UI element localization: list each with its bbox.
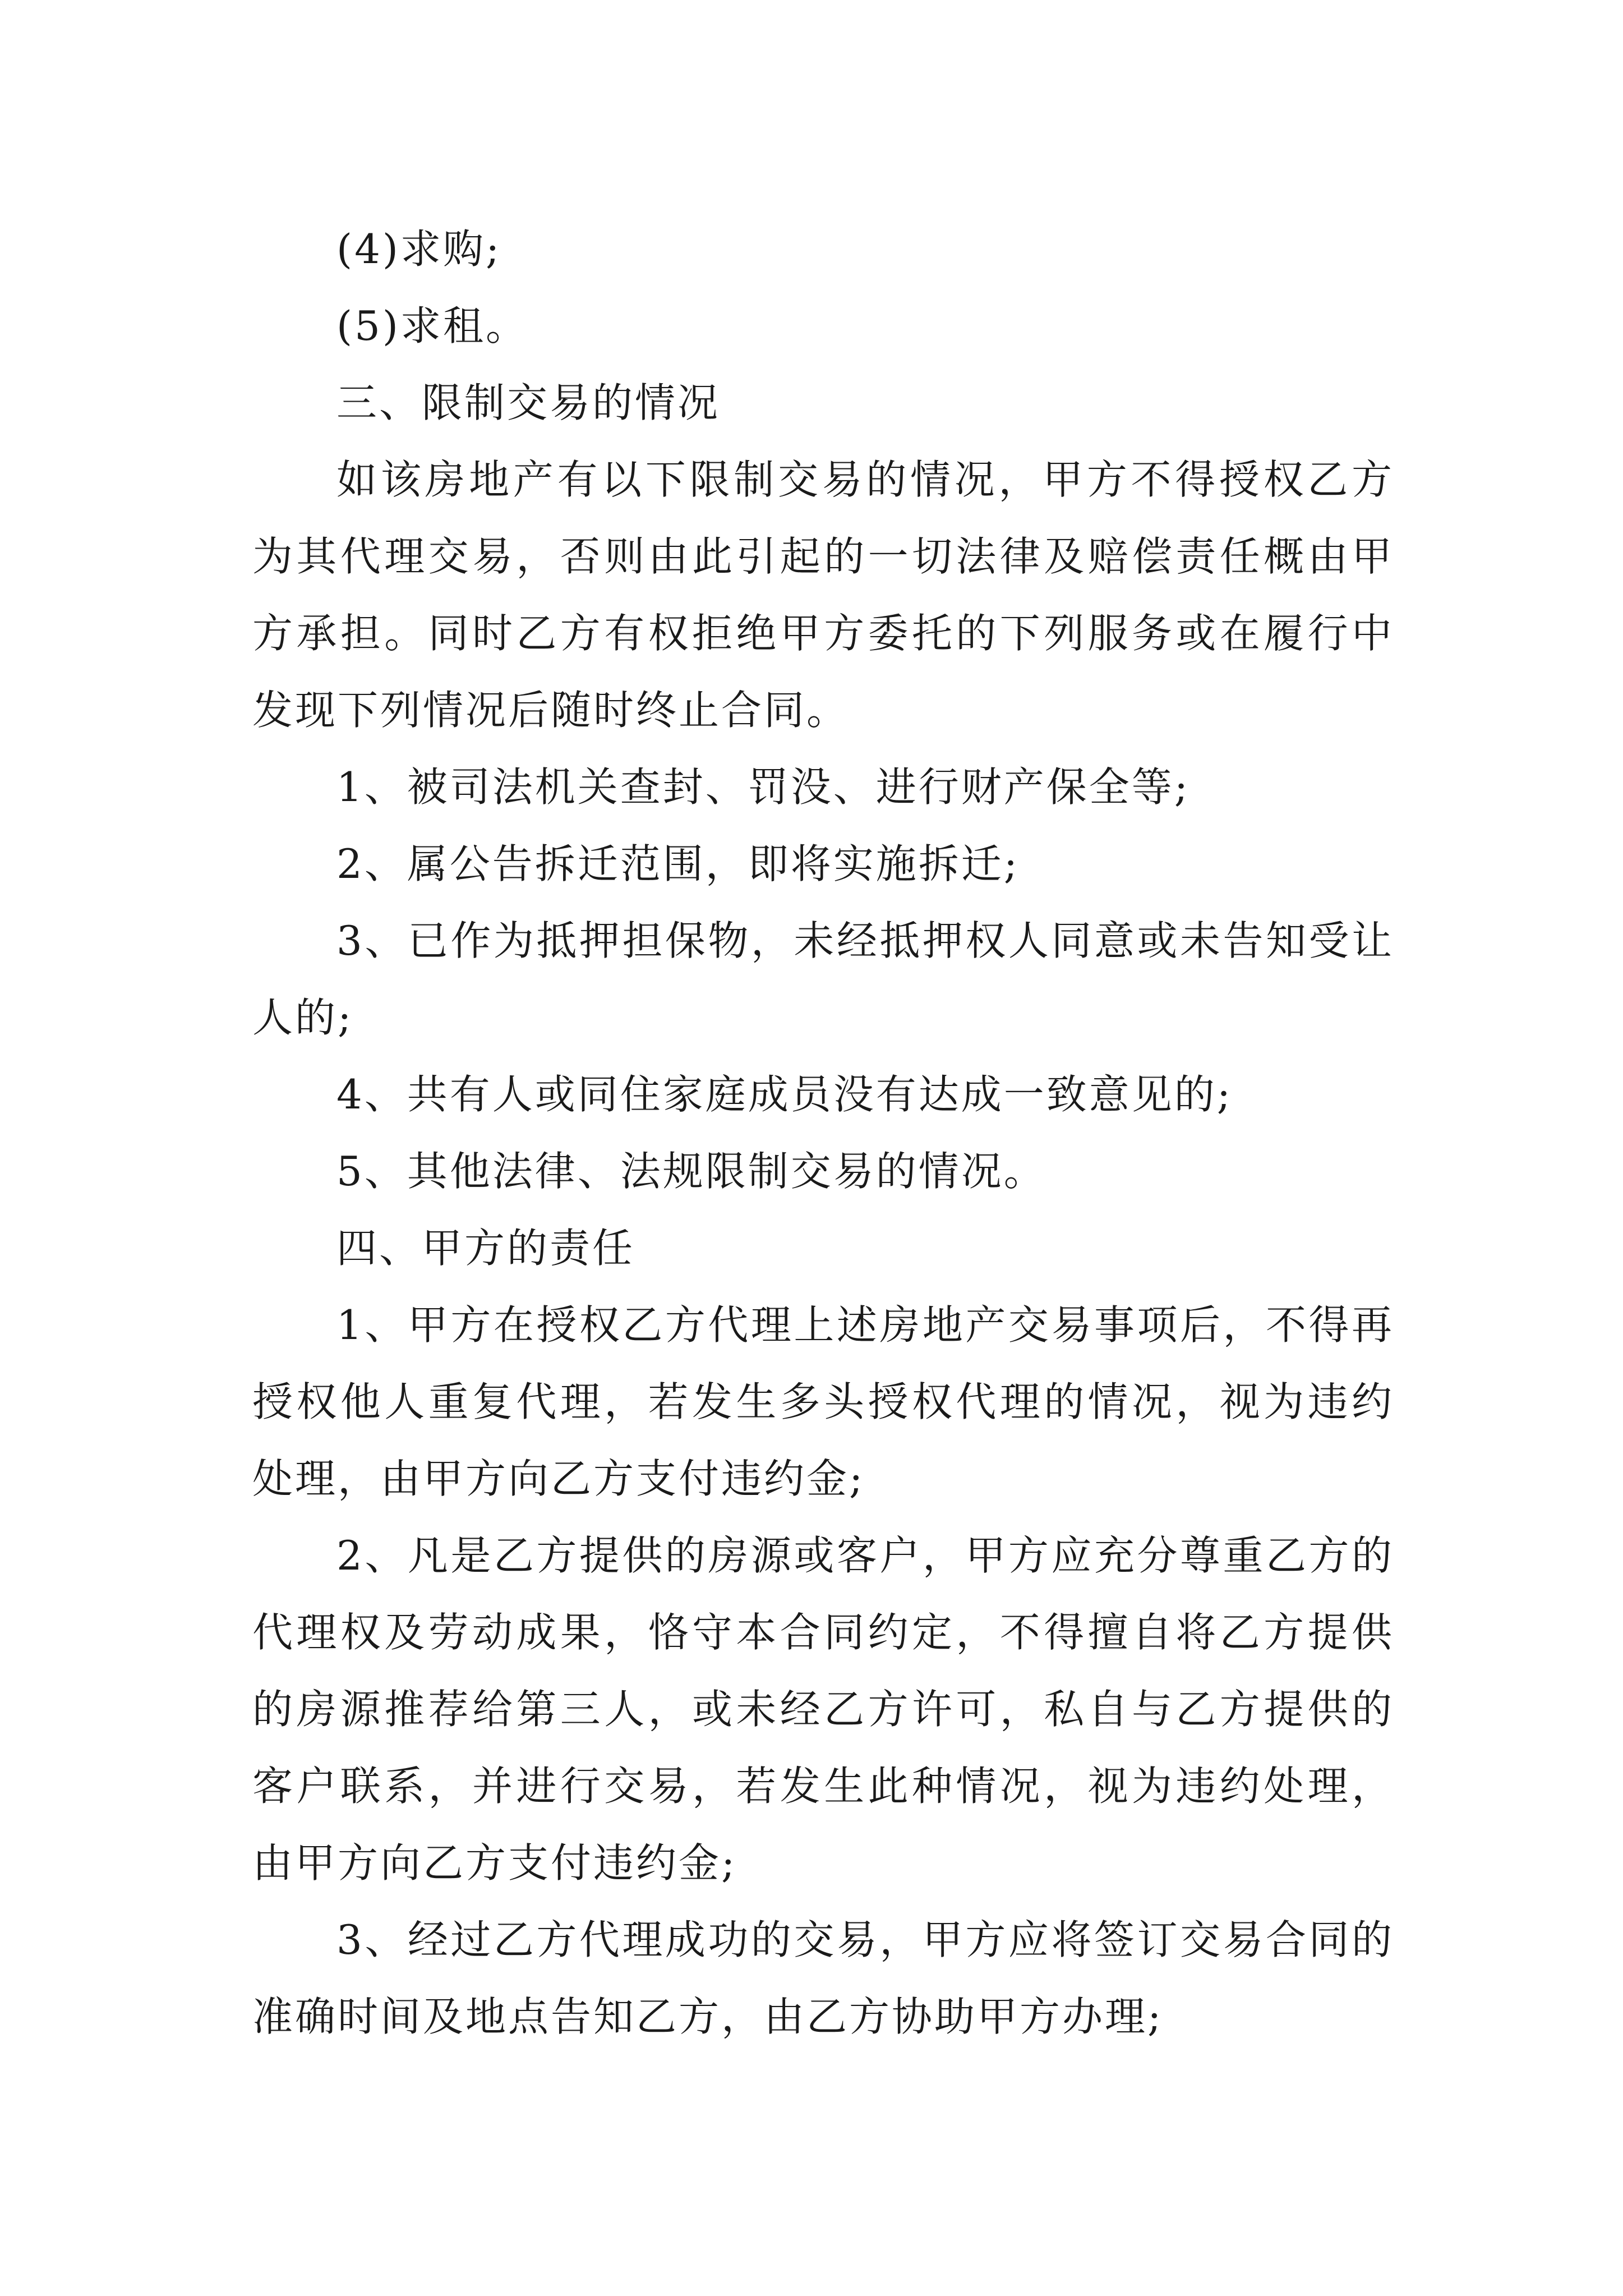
paragraph-trade-restrictions-intro: 如该房地产有以下限制交易的情况，甲方不得授权乙方为其代理交易，否则由此引起的一切法律及赔偿责任概由甲方承担。同时乙方有权拒绝甲方委托的下列服务或在履行中发现下列情况后随时终止合同。 — [252, 456, 1394, 734]
restriction-item-3: 3、已作为抵押担保物，未经抵押权人同意或未告知受让人的; — [252, 917, 1394, 1041]
duty-item-1: 1、甲方在授权乙方代理上述房地产交易事项后，不得再授权他人重复代理，若发生多头授权代理的情况，视为违约处理，由甲方向乙方支付违约金; — [252, 1301, 1394, 1502]
section-heading-trade-restrictions: 三、限制交易的情况 — [336, 379, 721, 426]
paragraph-item-5-rent: (5)求租。 — [336, 302, 528, 349]
restriction-item-5: 5、其他法律、法规限制交易的情况。 — [336, 1148, 1046, 1195]
paragraph-item-4-purchase: (4)求购; — [336, 226, 502, 273]
section-heading-party-a-duties: 四、甲方的责任 — [336, 1225, 635, 1272]
duty-item-3: 3、经过乙方代理成功的交易，甲方应将签订交易合同的准确时间及地点告知乙方，由乙方协助甲方办理; — [252, 1916, 1394, 2040]
document-body — [252, 211, 1394, 2055]
restriction-item-4: 4、共有人或同住家庭成员没有达成一致意见的; — [336, 1071, 1233, 1118]
restriction-item-2: 2、属公告拆迁范围，即将实施拆迁; — [336, 840, 1020, 887]
duty-item-2: 2、凡是乙方提供的房源或客户，甲方应充分尊重乙方的代理权及劳动成果，恪守本合同约定，不得擅自将乙方提供的房源推荐给第三人，或未经乙方许可，私自与乙方提供的客户联系，并进行交易，若发生此种情况，视为违约处理，由甲方向乙方支付违约金; — [252, 1532, 1394, 1887]
restriction-item-1: 1、被司法机关查封、罚没、进行财产保全等; — [336, 763, 1191, 811]
